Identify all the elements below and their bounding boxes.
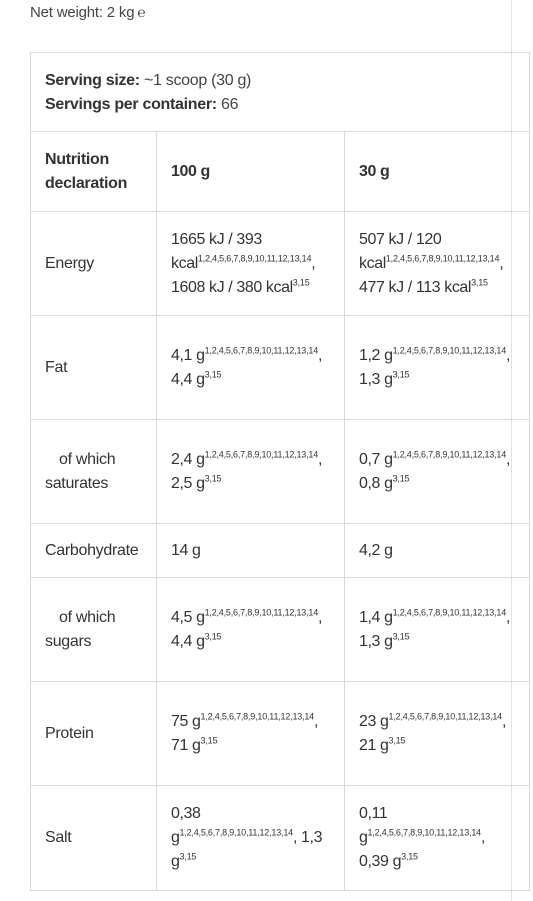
serving-size-label: Serving size: xyxy=(45,72,140,89)
footnote-refs: 1,2,4,5,6,7,8,9,10,11,12,13,14 xyxy=(392,449,507,460)
value-text: 4,2 g xyxy=(359,541,393,559)
footnote-refs: 1,2,4,5,6,7,8,9,10,11,12,13,14 xyxy=(204,449,319,460)
table-row-sugars xyxy=(31,578,529,682)
value-30g xyxy=(345,212,529,315)
value-text: 14 g xyxy=(171,541,201,559)
value-text: , 477 kJ / 113 kcal xyxy=(359,254,504,296)
nutrient-name: Salt xyxy=(31,786,157,890)
net-weight xyxy=(30,4,146,22)
value-text: 1,2 g xyxy=(359,346,393,364)
nutrient-name: Carbohydrate xyxy=(31,524,157,577)
net-weight-label: Net weight: 2 kg xyxy=(30,4,135,21)
table-row-protein xyxy=(31,682,529,786)
value-text: 4,5 g xyxy=(171,608,205,626)
header-30g: 30 g xyxy=(359,162,390,180)
serving-info xyxy=(31,53,529,132)
value-text: , 0,39 g xyxy=(359,829,485,870)
footnote-refs: 3,15 xyxy=(392,631,410,642)
table-header-row xyxy=(31,132,529,212)
value-text: 0,38 g xyxy=(171,805,201,846)
value-30g xyxy=(345,524,529,577)
footnote-refs: 1,2,4,5,6,7,8,9,10,11,12,13,14 xyxy=(204,345,319,356)
footnote-refs: 1,2,4,5,6,7,8,9,10,11,12,13,14 xyxy=(197,253,312,264)
value-100g xyxy=(157,786,345,890)
value-text: 507 kJ / 120 kcal xyxy=(359,230,442,272)
value-100g xyxy=(157,212,345,315)
nutrient-name: Fat xyxy=(31,316,157,419)
nutrient-name: Energy xyxy=(31,212,157,315)
footnote-refs: 1,2,4,5,6,7,8,9,10,11,12,13,14 xyxy=(204,607,319,618)
servings-per-container xyxy=(45,93,529,117)
value-text: 23 g xyxy=(359,712,389,730)
header-nutrition-declaration: Nutrition declaration xyxy=(31,132,157,211)
value-text: , 1,3 g xyxy=(359,346,511,388)
value-30g xyxy=(345,786,529,890)
table-row-fat xyxy=(31,316,529,420)
footnote-refs: 1,2,4,5,6,7,8,9,10,11,12,13,14 xyxy=(179,827,293,838)
value-text: 4,1 g xyxy=(171,346,205,364)
nutrient-name: Protein xyxy=(31,682,157,785)
nutrient-name: of which saturates xyxy=(31,420,157,523)
estimated-sign-icon: ℮ xyxy=(137,5,146,21)
footnote-refs: 1,2,4,5,6,7,8,9,10,11,12,13,14 xyxy=(392,345,507,356)
table-row-energy xyxy=(31,212,529,316)
value-100g xyxy=(157,578,345,681)
value-text: 0,7 g xyxy=(359,450,393,468)
value-100g xyxy=(157,420,345,523)
value-text: , 4,4 g xyxy=(171,346,323,388)
footnote-refs: 3,15 xyxy=(392,369,410,380)
value-30g xyxy=(345,682,529,785)
value-text: 1,4 g xyxy=(359,608,393,626)
footnote-refs: 3,15 xyxy=(204,631,222,642)
footnote-refs: 3,15 xyxy=(401,851,418,862)
value-text: , 1,3 g xyxy=(359,608,511,650)
servings-per-container-label: Servings per container: xyxy=(45,96,217,113)
footnote-refs: 3,15 xyxy=(200,735,218,746)
servings-per-container-value: 66 xyxy=(216,96,239,113)
value-text: , 21 g xyxy=(359,712,507,754)
footnote-refs: 3,15 xyxy=(204,369,222,380)
nutrient-name: of which sugars xyxy=(31,578,157,681)
footnote-refs: 1,2,4,5,6,7,8,9,10,11,12,13,14 xyxy=(392,607,507,618)
header-100g: 100 g xyxy=(157,132,345,211)
value-100g xyxy=(157,682,345,785)
table-row-salt xyxy=(31,786,529,890)
footnote-refs: 1,2,4,5,6,7,8,9,10,11,12,13,14 xyxy=(200,711,314,722)
serving-size xyxy=(45,69,529,93)
value-30g xyxy=(345,578,529,681)
value-text: , 2,5 g xyxy=(171,450,323,492)
value-text: , 0,8 g xyxy=(359,450,511,492)
value-text: , 4,4 g xyxy=(171,608,323,650)
value-text: 2,4 g xyxy=(171,450,205,468)
value-100g xyxy=(157,524,345,577)
value-text: 75 g xyxy=(171,712,201,730)
footnote-refs: 1,2,4,5,6,7,8,9,10,11,12,13,14 xyxy=(388,711,502,722)
value-text: , 1608 kJ / 380 kcal xyxy=(171,254,316,296)
value-30g xyxy=(345,316,529,419)
footnote-refs: 3,15 xyxy=(204,473,222,484)
value-text: , 1,3 g xyxy=(171,829,323,870)
table-row-carbohydrate xyxy=(31,524,529,578)
footnote-refs: 3,15 xyxy=(179,851,197,862)
table-row-saturates xyxy=(31,420,529,524)
footnote-refs: 1,2,4,5,6,7,8,9,10,11,12,13,14 xyxy=(367,827,481,838)
value-100g xyxy=(157,316,345,419)
serving-size-value: ~1 scoop (30 g) xyxy=(139,72,252,89)
nutrition-table xyxy=(30,52,530,891)
footnote-refs: 3,15 xyxy=(388,735,406,746)
value-text: , 71 g xyxy=(171,712,319,754)
footnote-refs: 1,2,4,5,6,7,8,9,10,11,12,13,14 xyxy=(385,253,500,264)
table-body xyxy=(31,212,529,890)
footnote-refs: 3,15 xyxy=(392,473,410,484)
footnote-refs: 3,15 xyxy=(292,277,310,288)
value-30g xyxy=(345,420,529,523)
footnote-refs: 3,15 xyxy=(471,277,488,288)
value-text: 1665 kJ / 393 kcal xyxy=(171,230,262,272)
value-text: 0,11 g xyxy=(359,805,388,846)
